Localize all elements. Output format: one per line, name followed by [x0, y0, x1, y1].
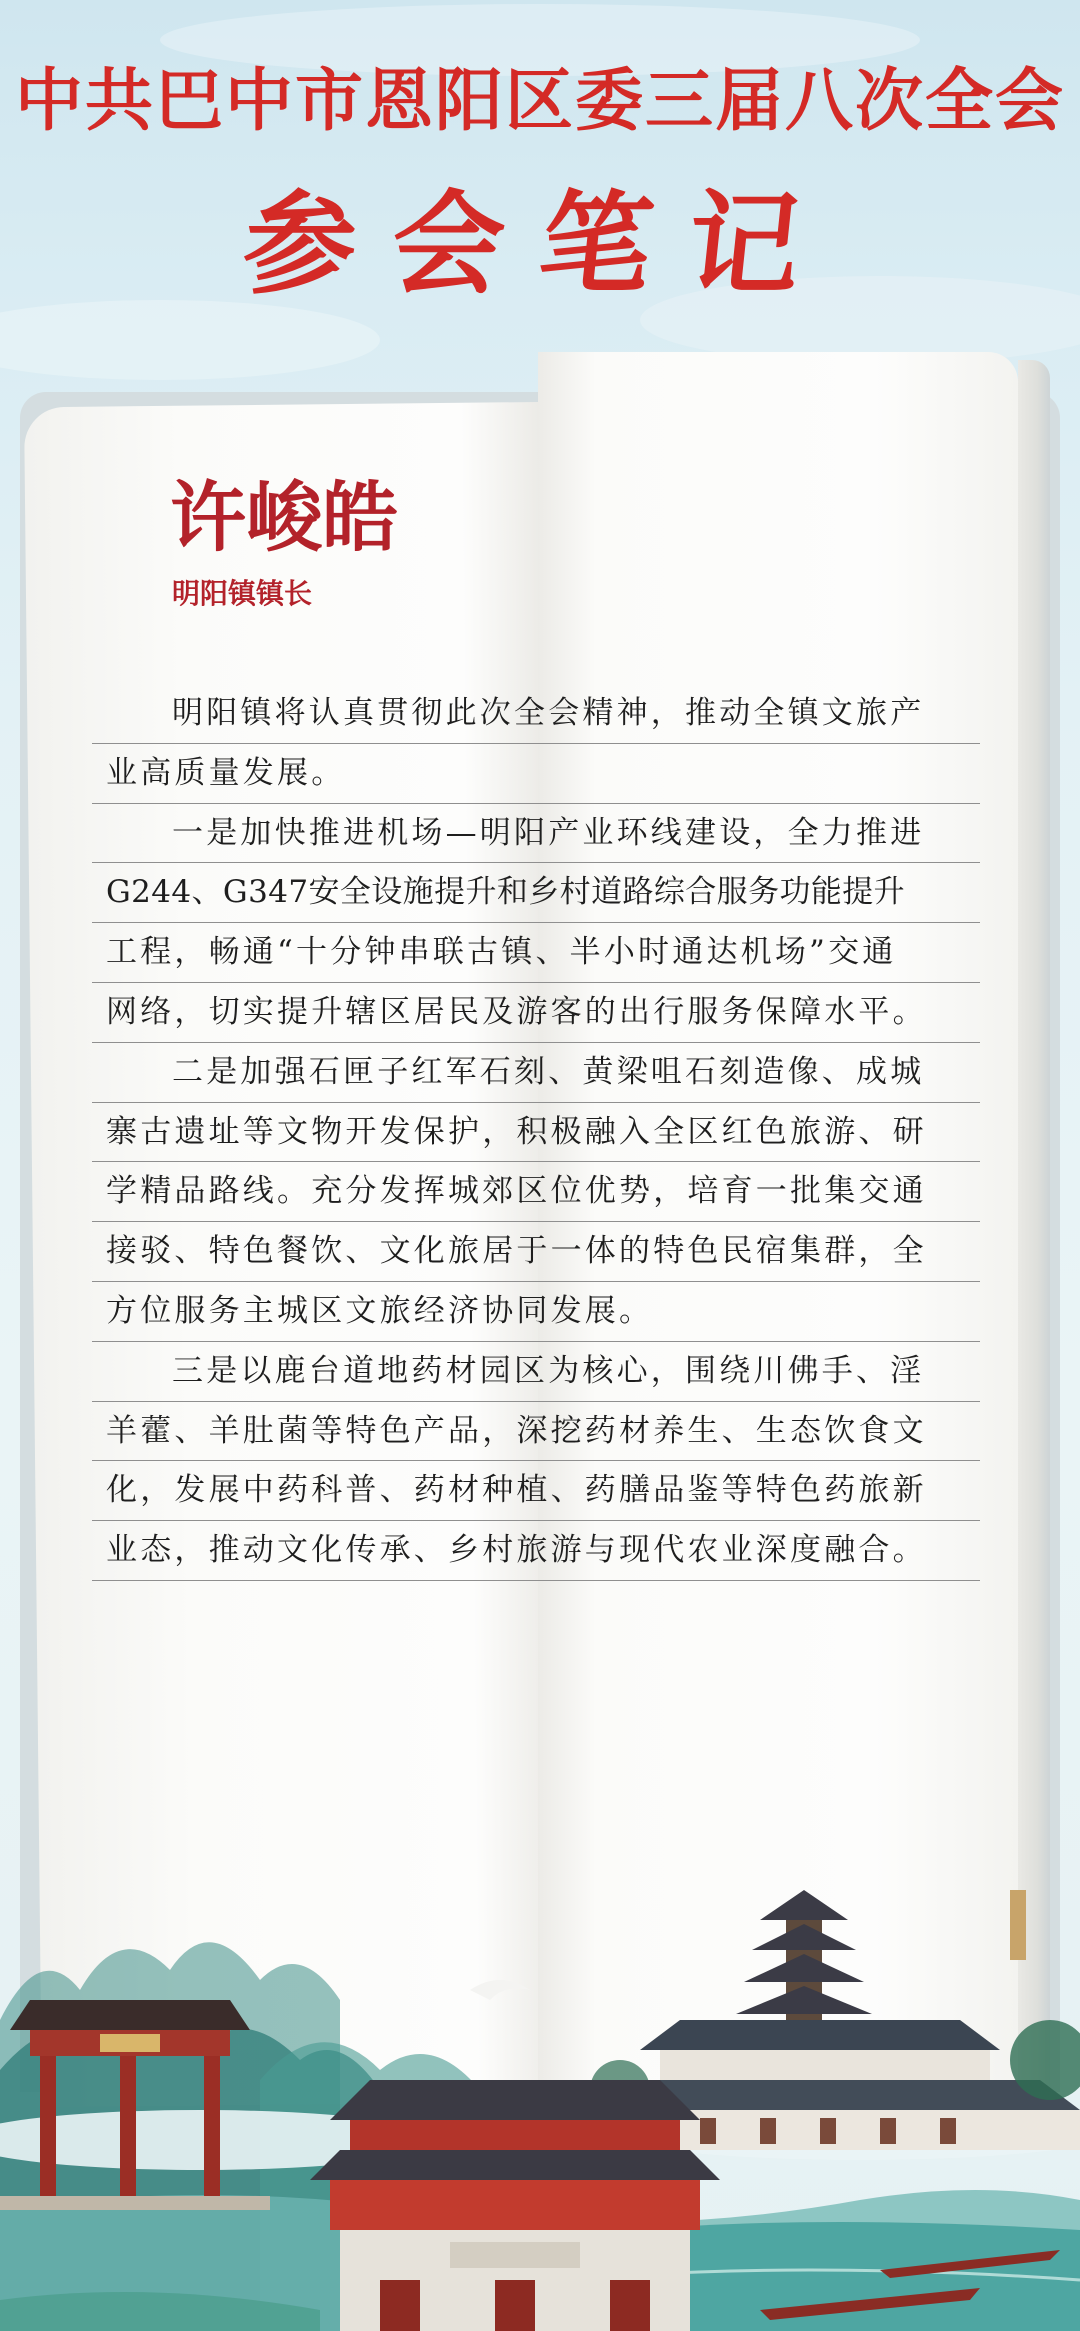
crane-icon — [470, 1980, 530, 2000]
person-name: 许峻皓 — [170, 473, 398, 562]
notes-line: G244、G347安全设施提升和乡村道路综合服务功能提升 — [92, 863, 980, 923]
notes-line: 三是以鹿台道地药材园区为核心，围绕川佛手、淫 — [92, 1342, 980, 1402]
notes-title: 参会笔记 — [237, 179, 843, 310]
museum-building-icon — [310, 2080, 720, 2331]
notes-body — [92, 684, 980, 1581]
person-position: 明阳镇镇长 — [172, 577, 313, 610]
notes-line: 方位服务主城区文旅经济协同发展。 — [92, 1282, 980, 1342]
scenery-illustration — [0, 1880, 1080, 2331]
notes-line: 学精品路线。充分发挥城郊区位优势，培育一批集交通 — [92, 1162, 980, 1222]
pagoda-icon — [736, 1890, 1026, 2030]
notes-line: 业高质量发展。 — [92, 744, 980, 804]
book-page-edges — [1018, 360, 1050, 2100]
notes-line: 网络，切实提升辖区居民及游客的出行服务保障水平。 — [92, 983, 980, 1043]
meeting-title: 中共巴中市恩阳区委三届八次全会 — [14, 62, 1065, 141]
notes-line: 工程，畅通“十分钟串联古镇、半小时通达机场”交通 — [92, 923, 980, 983]
notes-line: 明阳镇将认真贯彻此次全会精神，推动全镇文旅产 — [92, 684, 980, 744]
notes-line: 业态，推动文化传承、乡村旅游与现代农业深度融合。 — [92, 1521, 980, 1581]
notes-line: 二是加强石匣子红军石刻、黄梁咀石刻造像、成城 — [92, 1043, 980, 1103]
notes-line: 寨古遗址等文物开发保护，积极融入全区红色旅游、研 — [92, 1103, 980, 1163]
notes-line: 化，发展中药科普、药材种植、药膳品鉴等特色药旅新 — [92, 1461, 980, 1521]
temple-compound-icon — [620, 2020, 1080, 2150]
notes-line: 一是加快推进机场—明阳产业环线建设，全力推进 — [92, 804, 980, 864]
notes-line: 接驳、特色餐饮、文化旅居于一体的特色民宿集群，全 — [92, 1222, 980, 1282]
notes-line: 羊藿、羊肚菌等特色产品，深挖药材养生、生态饮食文 — [92, 1402, 980, 1462]
